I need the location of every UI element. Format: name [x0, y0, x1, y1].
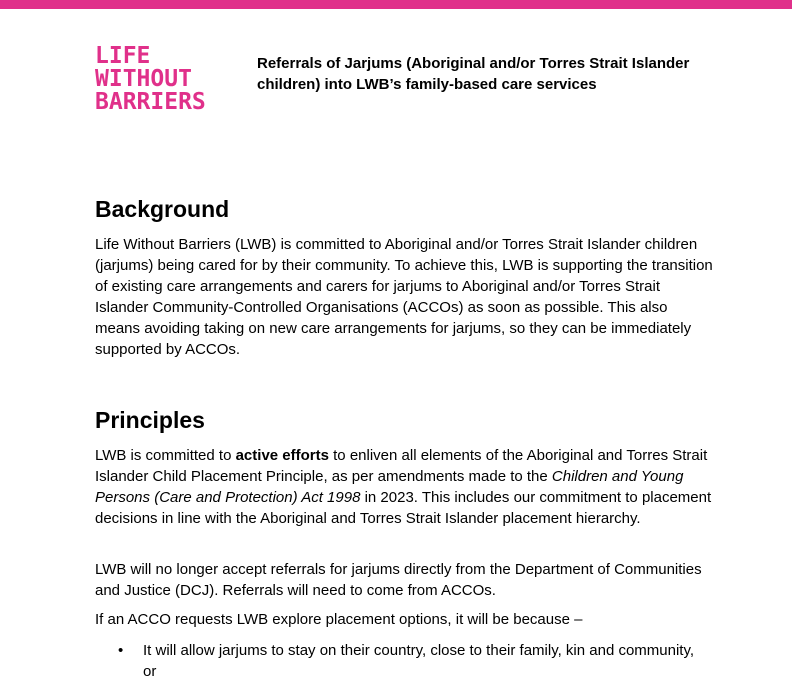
bullet-dot-icon: • — [118, 642, 124, 659]
lwb-logo — [95, 45, 206, 114]
logo-line-2: WITHOUT — [95, 66, 192, 92]
p1-text-middle: to enliven all elements of the Aboriginal and Torres Strait Islander Child Placement Principle, as per amendments made to the — [95, 447, 708, 485]
logo-line-3: BARRIERS — [95, 89, 206, 115]
p1-text-end: in 2023. This includes our commitment to placement decisions in line with the Aboriginal and Torres Strait Islander placement hierarchy. — [95, 489, 712, 527]
top-accent-bar — [0, 0, 792, 9]
document-title-line-2: children) into LWB’s family-based care services — [257, 76, 597, 93]
logo-line-1: LIFE — [95, 43, 151, 69]
document-title — [257, 53, 747, 95]
p1-italic-act-title: Children and Young Persons (Care and Protection) Act 1998 — [95, 468, 684, 506]
background-heading: Background — [95, 196, 230, 222]
principles-paragraph-1 — [95, 445, 715, 529]
p1-text-start: LWB is committed to — [95, 447, 236, 464]
p1-bold-text: active efforts — [235, 447, 329, 464]
principles-heading: Principles — [95, 407, 205, 433]
list-item: It will allow jarjums to stay on their country, close to their family, kin and community, or — [143, 642, 695, 680]
document-title-line-1: Referrals of Jarjums (Aboriginal and/or Torres Strait Islander — [257, 55, 690, 72]
background-paragraph: Life Without Barriers (LWB) is committed to Aboriginal and/or Torres Strait Islander children (jarjums) being cared for by their community. To achieve this, LWB is supporting the transition of existing care arrangements and carers for jarjums to Aboriginal and/or Torres Strait Islander Community-Controlled Organisations (ACCOs) as soon as possible. This also means avoiding taking on new care arrangements for jarjums, so they can be immediately supported by ACCOs. — [95, 236, 713, 358]
principles-paragraph-3: If an ACCO requests LWB explore placement options, it will be because – — [95, 611, 583, 628]
principles-paragraph-2: LWB will no longer accept referrals for jarjums directly from the Department of Communities and Justice (DCJ). Referrals will need to come from ACCOs. — [95, 561, 702, 599]
